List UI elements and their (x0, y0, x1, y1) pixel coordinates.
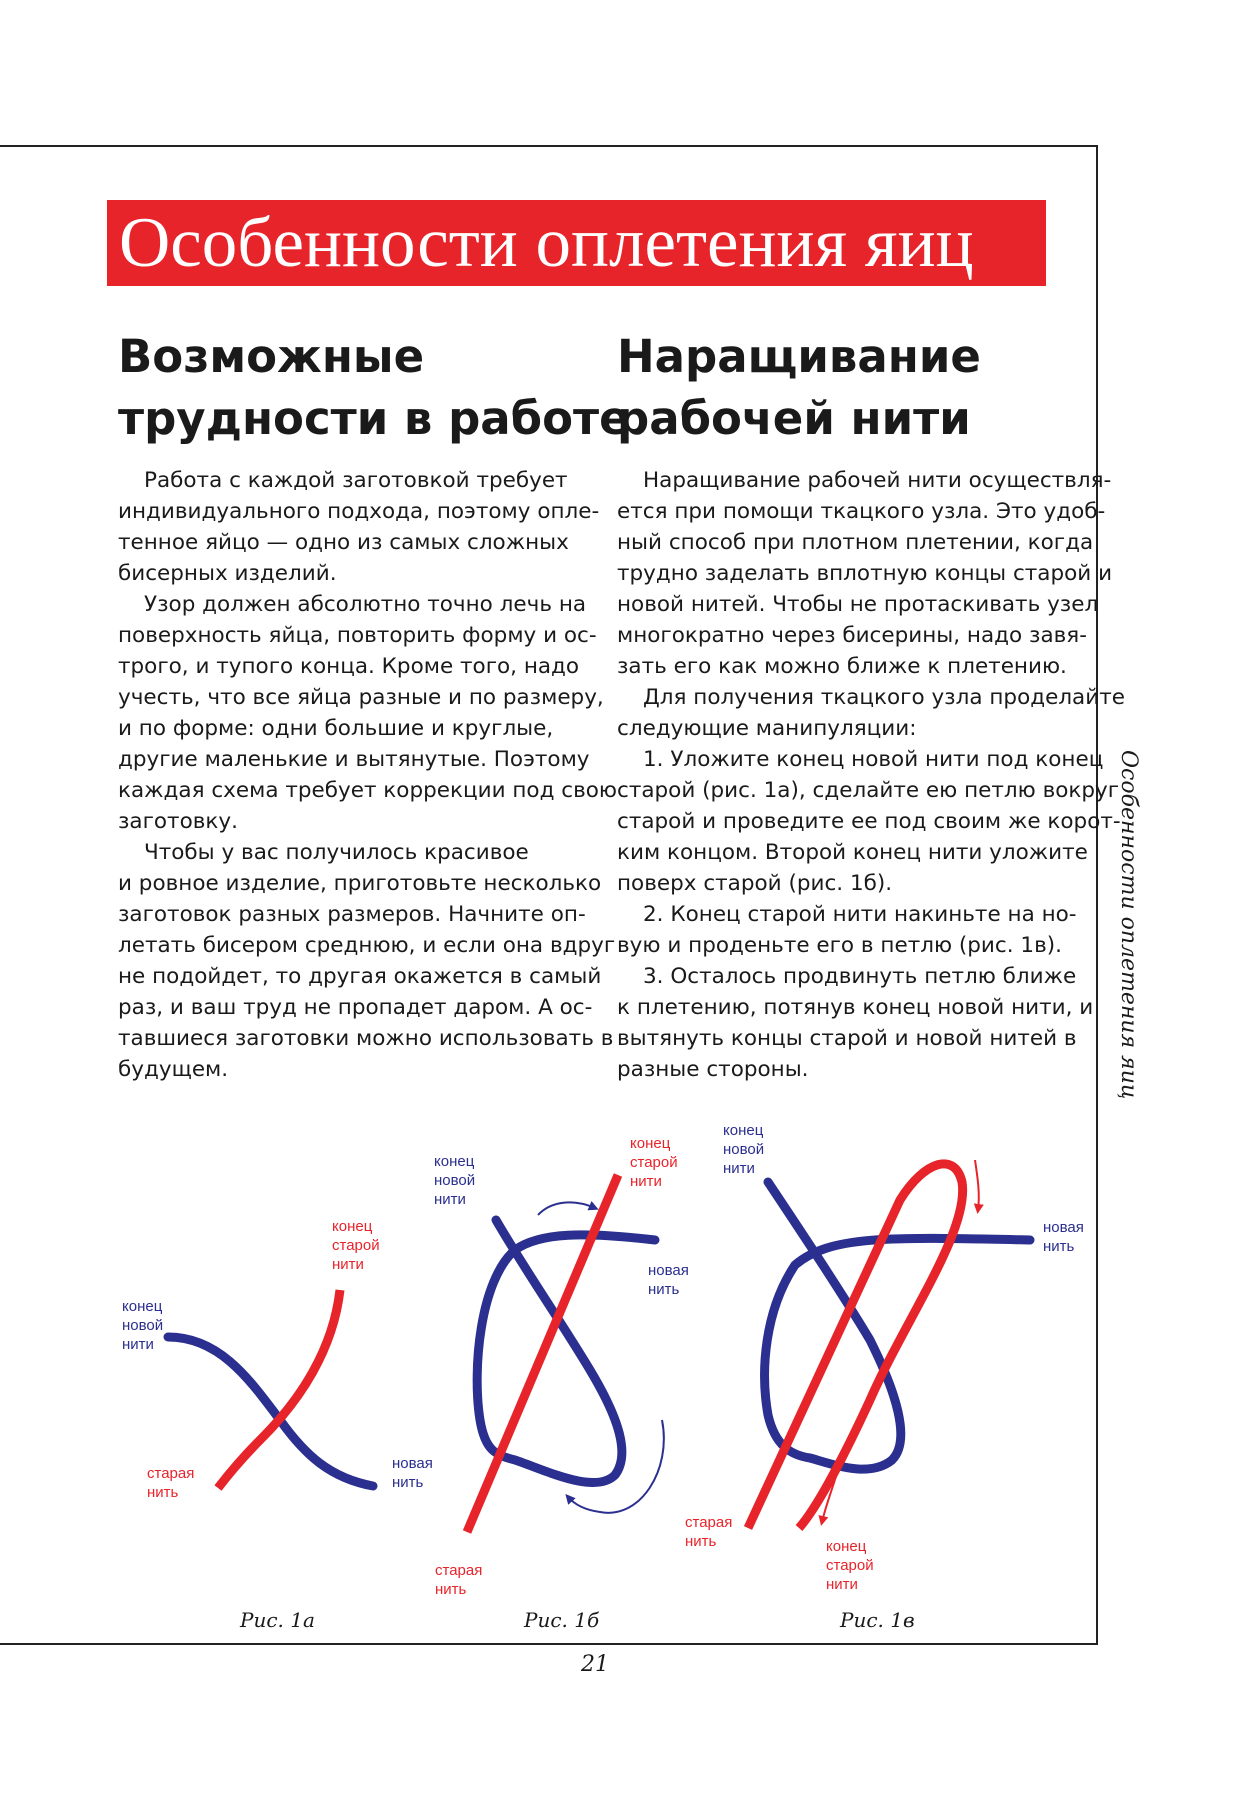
new-thread-1a (168, 1337, 373, 1486)
page-number: 21 (581, 1652, 609, 1677)
text-line: Наращивание рабочей нити осуществля- (643, 468, 1112, 493)
label-old-1c: старая нить (685, 1514, 733, 1550)
label-old-1b: старая нить (435, 1562, 483, 1598)
text-line: и ровное изделие, приготовьте несколько (118, 871, 602, 896)
caption-fig-1b: Рис. 1б (524, 1608, 600, 1632)
label-new-1c: новая нить (1043, 1219, 1084, 1255)
text-line: тавшиеся заготовки можно использовать в (118, 1026, 614, 1051)
text-line: вую и проденьте его в петлю (рис. 1в). (617, 933, 1062, 958)
text-line: зать его как можно ближе к плетению. (617, 654, 1067, 679)
text-line: каждая схема требует коррекции под свою (118, 778, 618, 803)
text-line: Узор должен абсолютно точно лечь на (144, 592, 587, 617)
text-line: разные стороны. (617, 1057, 809, 1082)
text-line: летать бисером среднюю, и если она вдруг (118, 933, 616, 958)
caption-fig-1a: Рис. 1а (240, 1608, 315, 1632)
text-line: ется при помощи ткацкого узла. Это удоб- (617, 499, 1106, 524)
text-line: раз, и ваш труд не пропадет даром. А ос- (118, 995, 593, 1020)
pull-arrow-top-1c (975, 1160, 979, 1210)
label-new-end-1c: конец новой нити (723, 1122, 765, 1177)
side-title-text: Особенности оплетения яиц (1116, 750, 1141, 1100)
text-line: следующие манипуляции: (617, 716, 917, 741)
text-line: вытянуть концы старой и новой нитей в (617, 1026, 1077, 1051)
label-old-1a: старая нить (147, 1465, 195, 1501)
text-line: Работа с каждой заготовкой требует (144, 468, 568, 493)
text-line: 3. Осталось продвинуть петлю ближе (643, 964, 1077, 989)
text-line: Чтобы у вас получилось красивое (144, 840, 529, 865)
text-line: 2. Конец старой нити накиньте на но- (643, 902, 1077, 927)
label-new-end-1b: конец новой нити (434, 1153, 476, 1208)
text-line: не подойдет, то другая окажется в самый (118, 964, 602, 989)
label-new-end-1a: конец новой нити (122, 1298, 164, 1353)
caption-fig-1c: Рис. 1в (840, 1608, 915, 1632)
label-new-1b: новая нить (648, 1262, 689, 1298)
right-heading-line: Наращивание (617, 330, 981, 383)
text-line: тенное яйцо — одно из самых сложных (118, 530, 569, 555)
text-line: трудно заделать вплотную концы старой и (617, 561, 1113, 586)
text-line: старой (рис. 1а), сделайте ею петлю вокруг (617, 778, 1120, 803)
label-old-end-1c: конец старой нити (826, 1538, 874, 1593)
left-heading-line: Возможные (118, 330, 425, 383)
left-heading-line: трудности в работе (118, 392, 630, 445)
text-line: ким концом. Второй конец нити уложите (617, 840, 1088, 865)
figure-1b (434, 1135, 693, 1598)
label-new-1a: новая нить (392, 1455, 433, 1491)
text-line: учесть, что все яйца разные и по размеру, (118, 685, 604, 710)
text-line: бисерных изделий. (118, 561, 337, 586)
text-line: заготовку. (118, 809, 238, 834)
old-thread-1a (218, 1290, 340, 1488)
text-line: другие маленькие и вытянутые. Поэтому (118, 747, 590, 772)
text-line: индивидуального подхода, поэтому опле- (118, 499, 600, 524)
text-line: новой нитей. Чтобы не протаскивать узел (617, 592, 1099, 617)
text-line: 1. Уложите конец новой нити под конец (643, 747, 1104, 772)
text-line: поверхность яйца, повторить форму и ос- (118, 623, 597, 648)
text-line: Для получения ткацкого узла проделайте (643, 685, 1125, 710)
text-line: заготовок разных размеров. Начните оп- (118, 902, 586, 927)
text-line: и по форме: одни большие и круглые, (118, 716, 554, 741)
right-heading-line: рабочей нити (617, 392, 971, 445)
text-line: старой и проведите ее под своим же корот- (617, 809, 1121, 834)
figure-1c (685, 1122, 1088, 1593)
text-line: многократно через бисерины, надо завя- (617, 623, 1087, 648)
old-thread-1c (748, 1164, 963, 1528)
figure-1a (122, 1218, 437, 1501)
text-line: поверх старой (рис. 1б). (617, 871, 893, 896)
new-thread-loop-1c (765, 1182, 1030, 1469)
text-line: ный способ при плотном плетении, когда (617, 530, 1094, 555)
rotation-arrow-top-1b (538, 1202, 595, 1215)
text-line: трого, и тупого конца. Кроме того, надо (118, 654, 580, 679)
text-line: к плетению, потянув конец новой нити, и (617, 995, 1094, 1020)
label-old-end-1a: конец старой нити (332, 1218, 380, 1273)
text-line: будущем. (118, 1057, 229, 1082)
label-old-end-1b: конец старой нити (630, 1135, 678, 1190)
chapter-banner: Особенности оплетения яиц (107, 200, 1046, 286)
